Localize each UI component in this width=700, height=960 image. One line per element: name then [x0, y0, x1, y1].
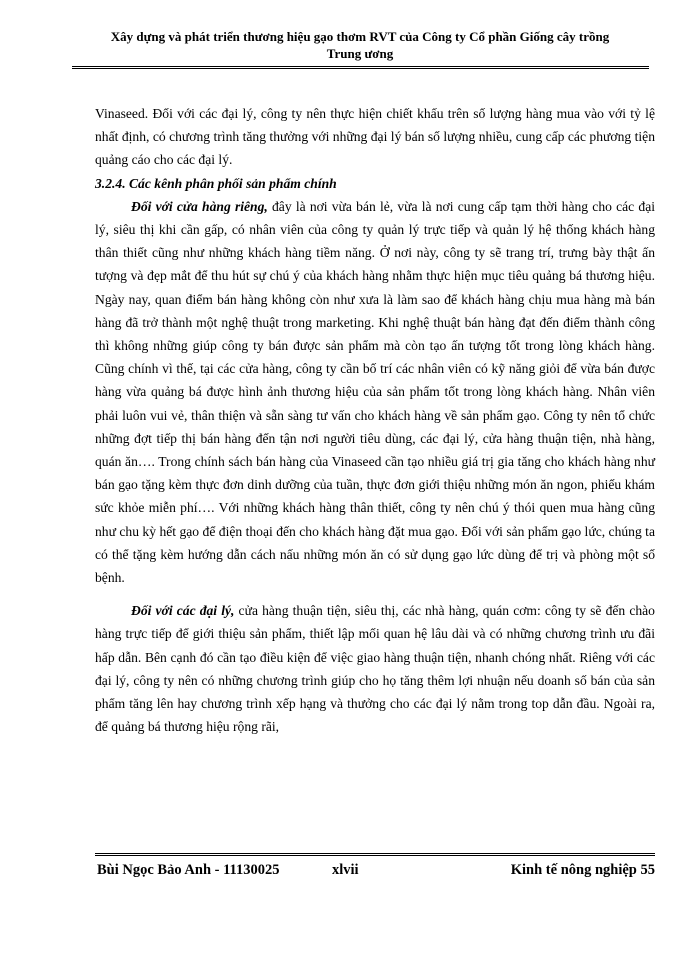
paragraph-2: [95, 195, 655, 589]
footer-page-number: xlvii: [332, 862, 359, 878]
section-heading: 3.2.4. Các kênh phân phối sản phẩm chính: [95, 175, 337, 191]
header-title-line-2: Trung ương: [326, 46, 394, 61]
paragraph-2-text: đây là nơi vừa bán lẻ, vừa là nơi cung cấp tạm thời hàng cho các đại lý, siêu thị khi cần gấp, có nhân viên của công ty quản lý trực tiếp và quản lý hệ thống khách hàng thân thiết cũng như những khách hàng tiềm năng. Ở nơi này, công ty sẽ trang trí, trưng bày thật ấn tượng và đẹp mắt để thu hút sự chú ý của khách hàng nhằm thực hiện mục tiêu quảng bá thương hiệu. Ngày nay, quan điểm bán hàng không còn như xưa là làm sao để khách hàng chịu mua hàng mà bán hàng đã trở thành một nghệ thuật trong marketing. Khi nghệ thuật bán hàng đạt đến điểm thành công thì không những giúp công ty bán được sản phẩm mà còn tạo ấn tượng tốt trong lòng khách hàng. Cũng chính vì thế, tại các cửa hàng, công ty cần bố trí các nhân viên có kỹ năng giỏi để vừa bán được hàng vừa quảng bá được hình ảnh thương hiệu của sản phẩm tốt trong lòng khách hàng. Nhân viên phải luôn vui vẻ, thân thiện và sẵn sàng tư vấn cho khách hàng về sản phẩm gạo. Công ty nên tổ chức những đợt tiếp thị bán hàng đến tận nơi người tiêu dùng, các đại lý, cửa hàng thuận tiện, nhà hàng, quán ăn…. Trong chính sách bán hàng của Vinaseed cần tạo nhiều giá trị gia tăng cho khách hàng như bán gạo tặng kèm thực đơn dinh dưỡng của tuần, thực đơn giới thiệu những món ăn ngon, phiếu khám sức khỏe miễn phí…. Với những khách hàng thân thiết, công ty nên chú ý thói quen mua hàng cũng như chu kỳ hết gạo để điện thoại đến cho khách hàng đặt mua gạo. Đối với sản phẩm gạo lức, chúng ta có thể tặng kèm hướng dẫn cách nấu những món ăn có sử dụng gạo lức dùng để trị và phòng một số bệnh.: [95, 198, 656, 586]
page-header: [72, 28, 648, 62]
footer-divider: [95, 853, 655, 856]
document-body: [95, 102, 655, 738]
paragraph-2-lead: Đối với cửa hàng riêng,: [131, 198, 268, 214]
paragraph-3-text: cửa hàng thuận tiện, siêu thị, các nhà hàng, quán cơm: công ty sẽ đến chào hàng trực tiếp để giới thiệu sản phẩm, thiết lập mối quan hệ lâu dài và có những chương trình ưu đãi hấp dẫn. Bên cạnh đó cần tạo điều kiện để việc giao hàng thuận tiện, nhanh chóng nhất. Riêng với các đại lý, công ty nên có những chương trình giúp cho họ tăng thêm lợi nhuận nếu doanh số bán của sản phẩm tăng lên hay chương trình xếp hạng và thưởng cho các đại lý nằm trong top dẫn đầu. Ngoài ra, để quảng bá thương hiệu rộng rãi,: [95, 603, 655, 735]
header-divider: [72, 66, 649, 69]
footer-course: Kinh tế nông nghiệp 55: [510, 862, 655, 878]
page-footer: [95, 860, 655, 880]
paragraph-1: Vinaseed. Đối với các đại lý, công ty nên thực hiện chiết khấu trên số lượng hàng mua vào với tỷ lệ nhất định, có chương trình tăng thưởng với những đại lý bán số lượng nhiều, cung cấp các phương tiện quảng cáo cho các đại lý.: [95, 106, 655, 168]
footer-author: Bùi Ngọc Bảo Anh - 11130025: [97, 862, 280, 878]
paragraph-3-lead: Đối với các đại lý,: [131, 603, 235, 619]
header-title-line-1: Xây dựng và phát triển thương hiệu gạo thơm RVT của Công ty Cổ phần Giống cây trồng: [110, 29, 610, 44]
paragraph-3: [95, 599, 655, 738]
